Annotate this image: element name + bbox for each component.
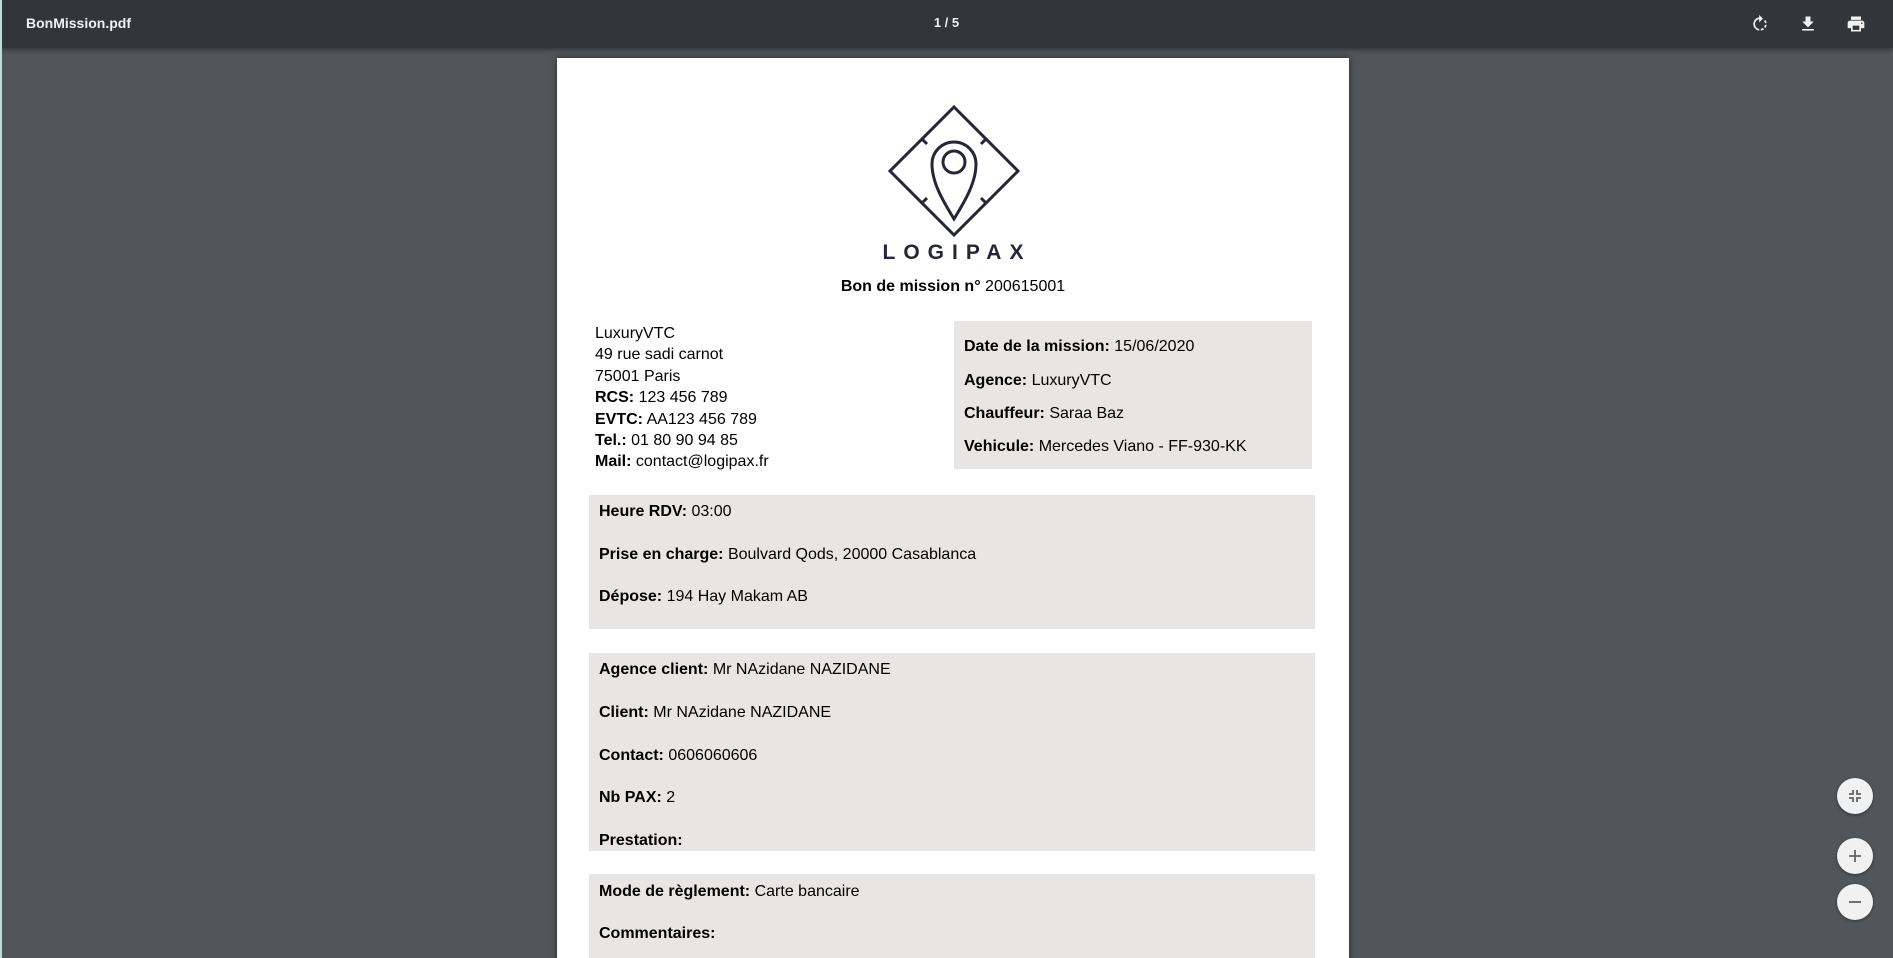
mission-date: Date de la mission: 15/06/2020 [964, 338, 1195, 355]
mission-vehicule: Vehicule: Mercedes Viano - FF-930-KK [964, 438, 1247, 455]
zoom-in-icon [1847, 848, 1863, 864]
fit-to-page-button[interactable] [1837, 778, 1873, 814]
print-icon [1846, 14, 1866, 34]
company-city: 75001 Paris [595, 367, 681, 385]
file-title: BonMission.pdf [26, 15, 131, 31]
download-button[interactable] [1794, 10, 1822, 38]
mission-agence: Agence: LuxuryVTC [964, 372, 1112, 389]
trip-depose: Dépose: 194 Hay Makam AB [599, 588, 808, 605]
client-contact: Contact: 0606060606 [599, 747, 758, 764]
mission-chauffeur: Chauffeur: Saraa Baz [964, 405, 1125, 422]
mission-number: 200615001 [985, 278, 1066, 295]
zoom-in-button[interactable] [1837, 838, 1873, 874]
client-pax: Nb PAX: 2 [599, 789, 676, 806]
rotate-icon [1750, 14, 1770, 34]
trip-prise: Prise en charge: Boulvard Qods, 20000 Casablanca [599, 546, 977, 563]
company-tel: Tel.: 01 80 90 94 85 [595, 432, 738, 450]
mission-info-box [954, 321, 1312, 469]
company-street: 49 rue sadi carnot [595, 346, 724, 364]
trip-box [589, 495, 1315, 629]
payment-mode: Mode de règlement: Carte bancaire [599, 883, 860, 900]
pdf-page [557, 58, 1349, 958]
company-rcs: RCS: 123 456 789 [595, 389, 728, 407]
window-edge [0, 0, 2, 958]
brand-name: LOGIPAX [882, 241, 1032, 264]
logipax-logo-icon [887, 104, 1021, 238]
fit-to-page-icon [1847, 788, 1863, 804]
mission-label: Bon de mission n° [840, 278, 981, 295]
company-name: LuxuryVTC [595, 325, 676, 342]
company-mail: Mail: contact@logipax.fr [595, 453, 769, 471]
client-prestation: Prestation: [599, 832, 683, 849]
print-button[interactable] [1842, 10, 1870, 38]
pdf-toolbar [0, 0, 1893, 48]
client-box [589, 653, 1315, 851]
company-block [595, 323, 769, 473]
company-evtc: EVTC: AA123 456 789 [595, 410, 757, 428]
payment-box [589, 874, 1315, 958]
trip-heure: Heure RDV: 03:00 [599, 503, 732, 520]
download-icon [1798, 14, 1818, 34]
rotate-button[interactable] [1746, 10, 1774, 38]
client-name: Client: Mr NAzidane NAZIDANE [599, 704, 832, 721]
zoom-out-icon [1847, 894, 1863, 910]
mission-title [557, 278, 1349, 296]
client-agence: Agence client: Mr NAzidane NAZIDANE [599, 661, 891, 678]
zoom-out-button[interactable] [1837, 884, 1873, 920]
payment-commentaires: Commentaires: [599, 925, 716, 942]
page-indicator[interactable]: 1 / 5 [933, 15, 960, 30]
